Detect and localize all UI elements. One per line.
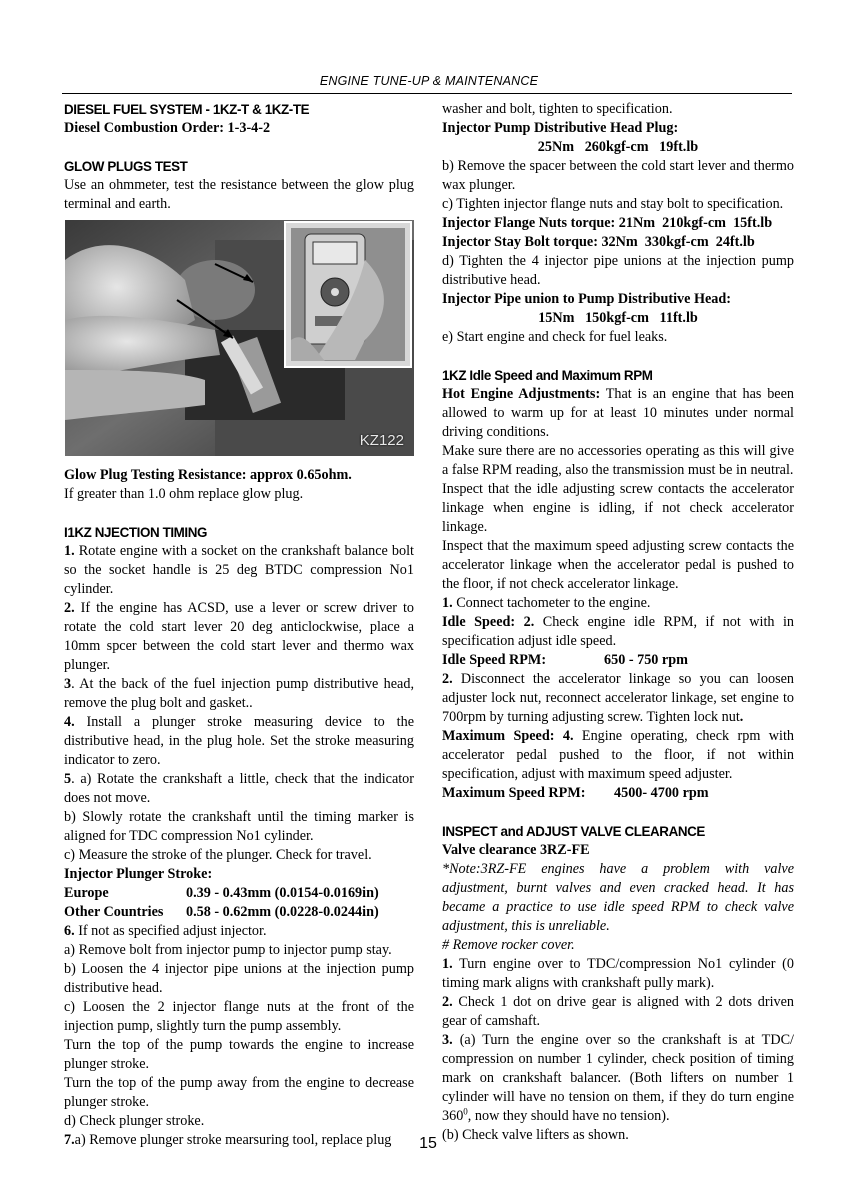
valve-step-1: 1. Turn engine over to TDC/compression No1 cylinder (0 timing mark aligns with crankshaft pully mark). (442, 956, 794, 991)
inspect-max-screw: Inspect that the maximum speed adjusting screw contacts the accelerator linkage when the accelerator pedal is pushed to the floor, if not check accelerator linkage. (442, 538, 794, 592)
timing-step-6: 6. If not as specified adjust injector. (64, 923, 267, 939)
valve-step-2: 2. Check 1 dot on drive gear is aligned with 2 dots driven gear of camshaft. (442, 994, 794, 1029)
photo-illustration (65, 220, 414, 456)
timing-step-6d: d) Check plunger stroke. (64, 1113, 205, 1129)
max-speed-step: Maximum Speed: 4. Engine operating, check rpm with accelerator pedal pushed to the floor, if not within specification, adjust with maximum speed adjuster. (442, 728, 794, 782)
timing-step-1: 1. Rotate engine with a socket on the crankshaft balance bolt so the socket handle is 25 deg BTDC compression No1 cylinder. (64, 543, 414, 597)
left-column (64, 100, 414, 1150)
step-7a-continued: washer and bolt, tighten to specification. (442, 101, 673, 117)
section-heading-idle-speed: 1KZ Idle Speed and Maximum RPM (442, 368, 653, 383)
timing-step-5a: 5. a) Rotate the crankshaft a little, check that the indicator does not move. (64, 771, 414, 806)
timing-step-6c: c) Loosen the 2 injector flange nuts at the front of the injection pump, slightly turn the pump assembly. (64, 999, 414, 1034)
timing-step-4: 4. Install a plunger stroke measuring device to the distributive head, in the plug hole. Set the stroke measuring indicator to zero. (64, 714, 414, 768)
timing-step-6b: b) Loosen the 4 injector pipe unions at the injection pump distributive head. (64, 961, 414, 996)
stroke-row-other: Other Countries 0.58 - 0.62mm (0.0228-0.0244in) (64, 904, 379, 920)
timing-step-2: 2. If the engine has ACSD, use a lever or screw driver to rotate the cold start lever 20 deg anticlockwise, place a 10mm spcer between the cold start lever and thermo wax plunger. (64, 600, 414, 673)
idle-rpm-row: Idle Speed RPM: 650 - 750 rpm (442, 652, 688, 668)
timing-step-5b: b) Slowly rotate the crankshaft until the timing marker is aligned for TDC compression No1 cylinder. (64, 809, 414, 844)
idle-adjust-step: 2. Disconnect the accelerator linkage so you can loosen adjuster lock nut, reconnect accelerator linkage, set engine to 700rpm by turning adjusting screw. Tighten lock nut. (442, 671, 794, 725)
stroke-title: Injector Plunger Stroke: (64, 866, 213, 882)
stay-torque: Injector Stay Bolt torque: 32Nm 330kgf-cm 24ft.lb (442, 234, 755, 250)
union-torque-title: Injector Pipe union to Pump Distributive Head: (442, 291, 732, 307)
idle-step-1: 1. Connect tachometer to the engine. (442, 595, 651, 611)
page-number: 15 (419, 1135, 437, 1152)
page-header: ENGINE TUNE-UP & MAINTENANCE (319, 74, 539, 88)
accessories-note: Make sure there are no accessories operating as this will give a false RPM reading, also the transmission must be in neutral. (442, 443, 794, 478)
valve-clearance-sub: Valve clearance 3RZ-FE (442, 842, 590, 858)
idle-step-2: Idle Speed: 2. Check engine idle RPM, if not with in specification adjust idle speed. (442, 614, 795, 649)
step-7e: e) Start engine and check for fuel leaks. (442, 329, 668, 345)
timing-step-5c: c) Measure the stroke of the plunger. Check for travel. (64, 847, 372, 863)
glow-plug-replace: If greater than 1.0 ohm replace glow plug. (64, 486, 304, 502)
section-heading-glow-plugs: GLOW PLUGS TEST (64, 159, 188, 174)
timing-step-6a: a) Remove bolt from injector pump to injector pump stay. (64, 942, 392, 958)
inspect-idle-screw: Inspect that the idle adjusting screw contacts the accelerator linkage when engine is idling, if not check accelerator linkage. (442, 481, 794, 535)
union-torque-value: 15Nm 150kgf-cm 11ft.lb (538, 310, 698, 326)
flange-torque: Injector Flange Nuts torque: 21Nm 210kgf-cm 15ft.lb (442, 215, 773, 231)
valve-step-3: 3. (a) Turn the engine over so the crankshaft is at TDC/ compression on number 1 cylinder, check position of timing mark on crankshaft balancer. (Both lifters on number 1 cylinder will have no tension on them, if they do turn engine $360^0$, now they should have no tension). (442, 1032, 794, 1124)
turn-increase: Turn the top of the pump towards the engine to increase plunger stroke. (64, 1037, 414, 1072)
plug-torque-value: 25Nm 260kgf-cm 19ft.lb (537, 139, 699, 155)
max-rpm-row: Maximum Speed RPM: 4500- 4700 rpm (442, 785, 709, 801)
header-rule (62, 93, 792, 94)
timing-step-3: 3. At the back of the fuel injection pump distributive head, remove the plug bolt and gasket.. (64, 676, 414, 711)
glow-plug-resistance: Glow Plug Testing Resistance: approx 0.65ohm. (64, 467, 352, 483)
plug-torque-title: Injector Pump Distributive Head Plug: (442, 120, 679, 136)
section-heading-valve-clearance: INSPECT and ADJUST VALVE CLEARANCE (442, 824, 705, 839)
stroke-row-europe: Europe 0.39 - 0.43mm (0.0154-0.0169in) (64, 885, 379, 901)
section-heading-injection-timing: I1KZ NJECTION TIMING (64, 525, 208, 540)
valve-note: *Note:3RZ-FE engines have a problem with valve adjustment, burnt valves and even cracked head. It has became a practice to use idle speed RPM to check valve adjustment, this is unreliable. (442, 861, 794, 934)
photo-reference-code: KZ122 (359, 432, 404, 449)
hot-engine-adjustments: Hot Engine Adjustments: That is an engine that has been allowed to warm up for at least 10 minutes under normal driving conditions. (442, 386, 794, 440)
glow-plug-instructions: Use an ohmmeter, test the resistance between the glow plug terminal and earth. (64, 177, 414, 212)
combustion-order: Diesel Combustion Order: 1-3-4-2 (64, 120, 271, 136)
glow-plug-test-photo (65, 220, 414, 456)
step-7c: c) Tighten injector flange nuts and stay bolt to specification. (442, 196, 784, 212)
valve-step-3b: (b) Check valve lifters as shown. (442, 1127, 629, 1143)
step-7d: d) Tighten the 4 injector pipe unions at the injection pump distributive head. (442, 253, 794, 288)
section-heading-diesel: DIESEL FUEL SYSTEM - 1KZ-T & 1KZ-TE (64, 102, 310, 117)
right-column (442, 100, 794, 1145)
timing-step-7a: 7.a) Remove plunger stroke mearsuring tool, replace plug (64, 1132, 392, 1148)
step-7b: b) Remove the spacer between the cold start lever and thermo wax plunger. (442, 158, 794, 193)
remove-rocker-cover: # Remove rocker cover. (442, 937, 575, 953)
turn-decrease: Turn the top of the pump away from the engine to decrease plunger stroke. (64, 1075, 414, 1110)
